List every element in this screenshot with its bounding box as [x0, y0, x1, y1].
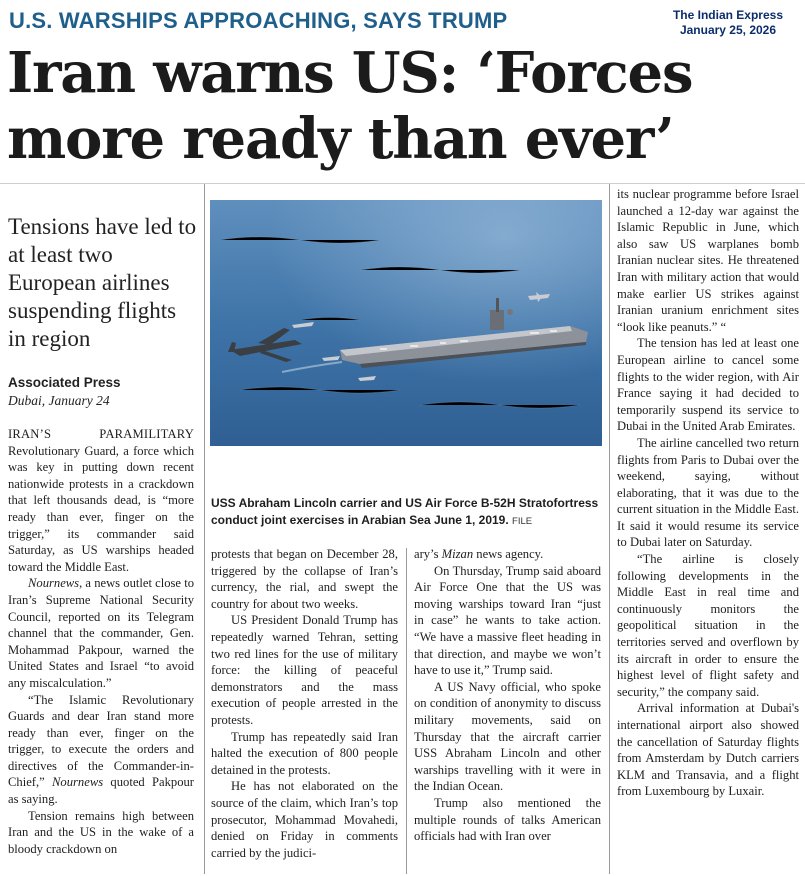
kicker: U.S. WARSHIPS APPROACHING, SAYS TRUMP: [9, 8, 508, 33]
photo-caption: [211, 495, 606, 530]
paragraph: Nournews, a news outlet close to Iran’s Supreme National Security Council, reported on its Telegram channel that the commander, Gen. Mohammad Pakpour, warned the United States and Israel “to avoid any miscalculation.”: [8, 576, 194, 690]
source-label: [673, 8, 783, 38]
paragraph: He has not elaborated on the source of the claim, which Iran’s top prosecutor, Mohammad Movahedi, denied on Friday in comments carried by the judici-: [211, 779, 398, 860]
article-column-4: [617, 186, 799, 800]
paragraph: A US Navy official, who spoke on condition of anonymity to discuss military movements, said on Thursday that the aircraft carrier USS Abraham Lincoln and other warships travelling with it were in the Indian Ocean.: [414, 679, 601, 794]
publication-date: January 25, 2026: [679, 23, 777, 37]
header-rule: [0, 183, 805, 184]
paragraph: US President Donald Trump has repeatedly warned Tehran, setting two red lines for the use of military force: the killing of peaceful demonstrators and the mass execution of people arrested in the protests.: [211, 613, 398, 727]
paragraph: Trump also mentioned the multiple rounds of talks American officials had with Iran over: [414, 795, 601, 844]
headline-line-2: more ready than ever’: [7, 106, 674, 172]
paragraph: Trump has repeatedly said Iran halted the execution of 800 people detained in the protests.: [211, 729, 398, 777]
photo-credit: FILE: [512, 516, 533, 527]
paragraph: its nuclear programme before Israel launched a 12-day war against the Islamic Republic in June, which also saw US warplanes bomb Iranian nuclear sites. He threatened Iran with military action that would make earlier US strikes against Iranian uranium enrichment sites “look like peanuts.” “: [617, 187, 799, 334]
article-column-2: [211, 546, 398, 861]
paragraph: Arrival information at Dubai's international airport also showed the cancellation of Saturday flights from Amsterdam by Dutch carriers KLM and Transavia, and a flight from Luxembourg by Luxair.: [617, 701, 799, 799]
paragraph: protests that began on December 28, triggered by the collapse of Iran’s currency, the rial, and swept the country for about two weeks.: [211, 547, 398, 611]
article-column-3: [414, 546, 601, 845]
column-rule: [204, 184, 205, 874]
paragraph: The tension has led at least one European airline to cancel some flights to the wider region, with Air France saying it had decided to temporarily suspend its service to Dubai in the United Arab Emirates.: [617, 336, 799, 434]
caption-text: USS Abraham Lincoln carrier and US Air Force B-52H Stratofortress conduct joint exercises in Arabian Sea June 1, 2019.: [211, 496, 599, 527]
publication-name: The Indian Express: [672, 8, 783, 22]
paragraph: The airline cancelled two return flights from Paris to Dubai over the weekend, saying, without elaborating, that it was due to the current situation in the Middle East. It said it would resume its service to Dubai later on Saturday.: [617, 435, 799, 550]
lead-in: IRAN’S PARAMILITARY: [8, 427, 194, 441]
paragraph: IRAN’S PARAMILITARY Revolutionary Guard, a force which was key in putting down recent nationwide protests in a crackdown that left thousands dead, is “more ready than ever, finger on the trigger,” its commander said Saturday, as US warships headed toward the Middle East.: [8, 427, 194, 574]
paragraph: ary’s Mizan news agency.: [414, 547, 544, 561]
dateline: Dubai, January 24: [8, 393, 110, 408]
byline: Associated Press: [8, 375, 121, 390]
headline-line-1: Iran warns US: ‘Forces: [7, 40, 693, 106]
column-rule: [406, 548, 407, 874]
paragraph: Tension remains high between Iran and the US in the wake of a bloody crackdown on: [8, 808, 194, 856]
paragraph: “The airline is closely following developments in the Middle East in real time and continuously monitors the geopolitical situation in the territories served and overflown by its aircraft in order to ensure the highest level of flight safety and security,” the company said.: [617, 552, 799, 699]
article-column-1: [8, 426, 194, 857]
news-photo: [210, 200, 602, 446]
deck: Tensions have led to at least two European airlines suspending flights in region: [8, 214, 197, 351]
paragraph: “The Islamic Revolutionary Guards and dear Iran stand more ready than ever, finger on the trigger, to execute the orders and directives of the Commander-in-Chief,” Nournews quoted Pakpour as saying.: [8, 692, 194, 807]
headline: [7, 40, 802, 172]
column-rule: [609, 184, 610, 874]
paragraph: On Thursday, Trump said aboard Air Force One that the US was moving warships toward Iran “just in case” he wants to take action. “We have a massive fleet heading in that direction, and maybe we won’t have to use it,” Trump said.: [414, 563, 601, 678]
